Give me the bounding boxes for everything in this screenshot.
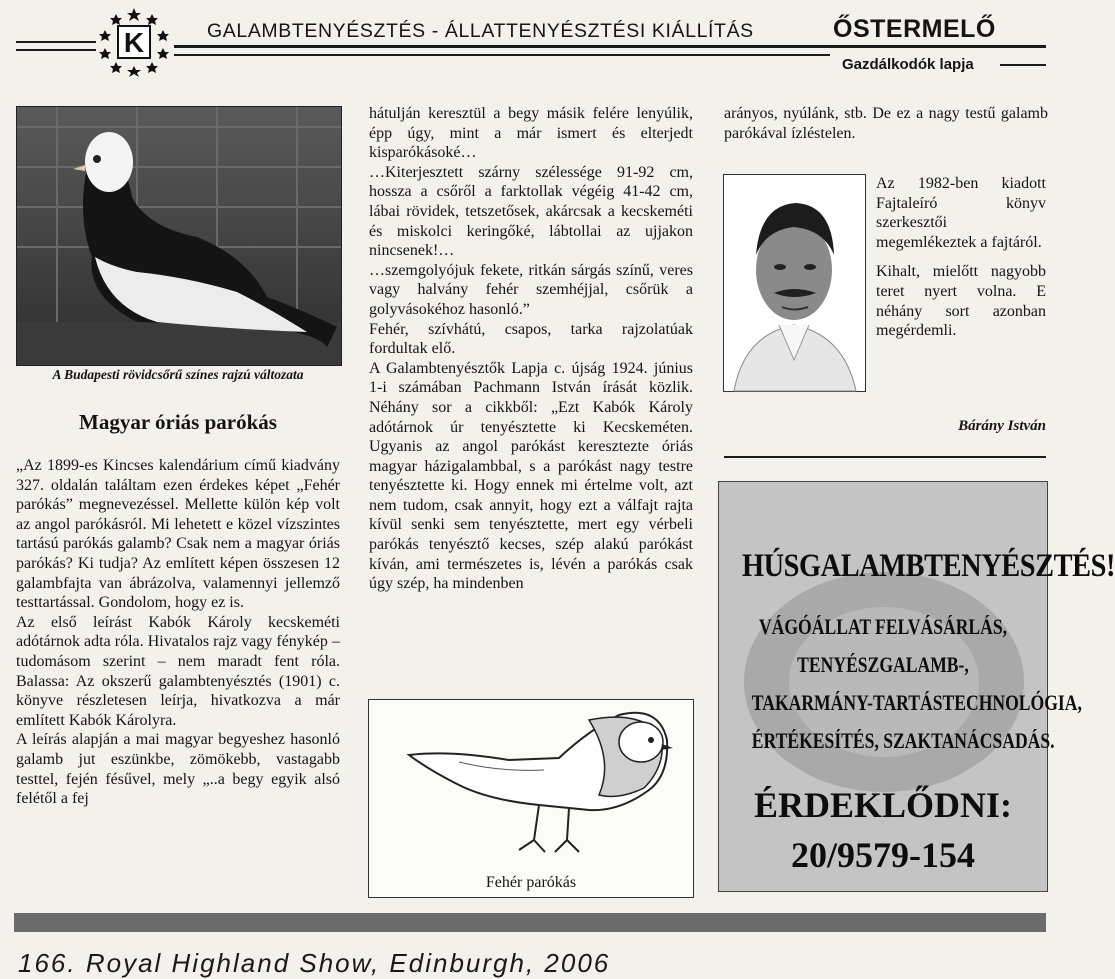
paragraph: Kihalt, mielőtt nagyobb teret nyert volna. E néhány sort azonban megérdemli. [876, 263, 1046, 340]
header-rule-main [174, 45, 1046, 48]
paragraph: A leírás alapján a mai magyar begyeshez hasonló galamb jut eszünkbe, zömökebb, vastagabb testtel, fején fésűvel, mely „..a begy egyik alsó felétől a fej [16, 731, 340, 808]
article-column-2 [369, 104, 693, 594]
header-rule-sub-right [1000, 64, 1046, 66]
ad-line: VÁGÓÁLLAT FELVÁSÁRLÁS, [758, 614, 1008, 639]
header-subtitle: Gazdálkodók lapja [842, 56, 974, 73]
header-rule-left-2 [16, 49, 96, 51]
header-rule-left-1 [16, 41, 96, 43]
author-rule [724, 456, 1046, 458]
side-note [876, 174, 1046, 341]
paragraph: …szemgolyójuk fekete, ritkán sárgás színű, veres vagy halvány fehér szemhéjjal, csőrük a golyvásokéhoz hasonló.” [369, 261, 693, 318]
photo-caption: A Budapesti rövidcsőrű színes rajzú változata [52, 367, 304, 382]
ad-title: HÚSGALAMBTENYÉSZTÉS! [741, 548, 1115, 584]
ad-cta: ÉRDEKLŐDNI: [753, 785, 1013, 825]
illustration-caption: Fehér parókás [485, 874, 577, 891]
header-brand: ŐSTERMELŐ [833, 15, 996, 43]
ad-line: ÉRTÉKESÍTÉS, SZAKTANÁCSADÁS. [751, 728, 1055, 753]
author-portrait-icon [723, 174, 866, 392]
ad-line: TAKARMÁNY-TARTÁSTECHNOLÓGIA, [751, 690, 1082, 715]
ad-background-icon [719, 482, 1115, 891]
paragraph: A Galambtenyésztők Lapja c. újság 1924. június 1-i számában Pachmann István írását közlik. Néhány sor a cikkből: „Ezt Kabók Károly adótárnok úr tenyésztette ki Kecskeméten. Ugyanis az angol parókást keresztezte óriás magyar házigalambbal, s a parókást nagy testre tenyésztette ki. Hogy ennek mi értelme volt, azt nem tudom, csak annyit, hogy ezt a válfajt rajta kívül senki sem tenyésztette, mert egy vérbeli parókás tenyésztő kecses, szép alakú parókást kíván, ami természetes is, lévén a parókás csak úgy szép, ha mindenben [369, 359, 693, 593]
advertisement-box [718, 481, 1115, 892]
article-column-3 [724, 104, 1048, 143]
footer-band [14, 913, 1046, 932]
illustration-frame [368, 699, 694, 898]
pigeon-photo-icon [16, 106, 342, 366]
header-rule-under [174, 54, 830, 56]
paragraph: „Az 1899-es Kincses kalendárium című kiadvány 327. oldalán találtam ezen érdekes képet „Fehér parókás” megnevezéssel. Mellette külön kép volt az angol parókásról. Mi lehetett e közel vízszintes tartású parókás galamb? Csak nem a magyar óriás parókás? Ki tudja? Az említett képen összesen 12 galambfajta van ábrázolva, valamennyi jellemző testtartással. Gondolom, hogy ez is. [16, 457, 340, 612]
ad-line: TENYÉSZGALAMB-, [797, 652, 969, 677]
header-title: GALAMBTENYÉSZTÉS - ÁLLATTENYÉSZTÉSI KIÁLLÍTÁS [207, 20, 754, 42]
logo-letter: K [123, 27, 145, 58]
star-ring-logo-icon [96, 6, 172, 78]
paragraph: arányos, nyúlánk, stb. De ez a nagy testű galamb parókával ízléstelen. [724, 105, 1048, 142]
paragraph: Fehér, szívhátú, csapos, tarka rajzolatúak fordultak elő. [369, 320, 693, 358]
author-name: Bárány István [958, 418, 1046, 434]
paragraph: Az 1982-ben kiadott Fajtaleíró könyv szerkesztői megemlékeztek a fajtáról. [876, 175, 1046, 251]
paragraph: …Kiterjesztett szárny szélessége 91-92 cm, hossza a csőről a farktollak végéig 41-42 cm, lábai rövidek, tetszetősek, akárcsak a kecskeméti és miskolci keringőké, lábtollai az ujjakon nincsenek!… [369, 163, 693, 260]
article-title: Magyar óriás parókás [79, 410, 277, 434]
footer-text: 166. Royal Highland Show, Edinburgh, 2006 [18, 948, 611, 978]
paragraph: hátulján keresztül a begy másik felére lenyúlik, épp úgy, mint a már ismert és elterjedt kisparókásoké… [369, 105, 693, 162]
paragraph: Az első leírást Kabók Károly kecskeméti adótárnok adta róla. Hivatalos rajz vagy fénykép – tudomásom szerint – nem maradt fent róla. Balassa: Az okszerű galambtenyésztés (1901) c. könyve részletesen leírja, hivatkozva a már említett Kabók Károlyra. [16, 613, 340, 729]
article-column-1 [16, 456, 340, 809]
pigeon-drawing-icon [369, 700, 693, 870]
ad-phone: 20/9579-154 [791, 835, 975, 875]
